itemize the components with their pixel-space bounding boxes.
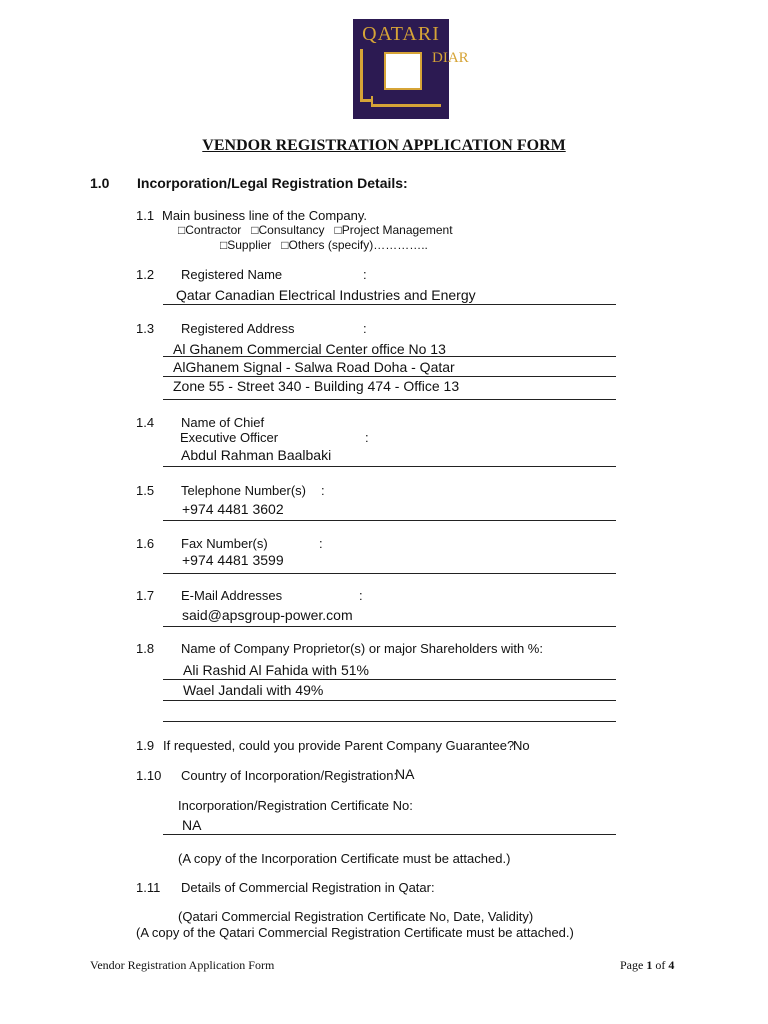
ceo-label-line2: Executive Officer (180, 430, 279, 445)
form-title: VENDOR REGISTRATION APPLICATION FORM (202, 137, 566, 154)
certificate-note: (A copy of the Incorporation Certificate must be attached.) (178, 851, 511, 866)
answer-line (163, 834, 616, 835)
colon: : (319, 536, 323, 551)
registered-name-label: Registered Name (181, 267, 283, 282)
colon: : (321, 483, 325, 498)
page-total: 4 (668, 958, 675, 972)
logo-brand-text: QATARI (362, 23, 440, 45)
item-1-4-number: 1.4 (136, 415, 155, 430)
section-title: Incorporation/Legal Registration Details: (137, 175, 408, 191)
qatari-diar-logo (353, 19, 469, 119)
item-1-8-number: 1.8 (136, 641, 155, 656)
page-number (620, 958, 674, 973)
item-1-3-number: 1.3 (136, 321, 155, 336)
answer-line (163, 573, 616, 574)
answer-line (163, 700, 616, 701)
shareholder-line-1[interactable]: Ali Rashid Al Fahida with 51% (183, 662, 369, 678)
registered-address-label: Registered Address (181, 321, 295, 336)
email-value[interactable]: said@apsgroup-power.com (182, 607, 353, 623)
telephone-label: Telephone Number(s) (181, 483, 307, 498)
item-1-1-number: 1.1 (136, 208, 155, 223)
logo-side-text: DIAR (432, 50, 469, 66)
commercial-registration-note: (A copy of the Qatari Commercial Registration Certificate must be attached.) (136, 925, 574, 940)
certificate-no-label: Incorporation/Registration Certificate No: (178, 798, 413, 813)
fax-label: Fax Number(s) (181, 536, 268, 551)
colon: : (365, 430, 369, 445)
answer-line (163, 304, 616, 305)
answer-line (163, 626, 616, 627)
logo-square (384, 52, 422, 90)
answer-line (163, 679, 616, 680)
page-of: of (652, 958, 669, 972)
colon: : (363, 321, 367, 336)
address-line-3[interactable]: Zone 55 - Street 340 - Building 474 - Office 13 (173, 378, 460, 394)
business-line-options-row1[interactable]: □Contractor □Consultancy □Project Management (178, 223, 453, 237)
guarantee-value[interactable]: No (513, 738, 530, 753)
item-1-5-number: 1.5 (136, 483, 155, 498)
item-1-1-label: Main business line of the Company. (162, 208, 367, 223)
country-label: Country of Incorporation/Registration: (181, 768, 398, 783)
colon: : (359, 588, 363, 603)
fax-value[interactable]: +974 4481 3599 (182, 552, 284, 568)
colon: : (363, 267, 367, 282)
shareholders-label: Name of Company Proprietor(s) or major Shareholders with %: (181, 641, 543, 656)
address-line-1[interactable]: Al Ghanem Commercial Center office No 13 (173, 341, 446, 357)
answer-line (163, 356, 616, 357)
ceo-label-line1: Name of Chief (181, 415, 265, 430)
item-1-7-number: 1.7 (136, 588, 155, 603)
item-1-9-number: 1.9 (136, 738, 155, 753)
logo-arabic-glyph (360, 49, 373, 102)
email-label: E-Mail Addresses (181, 588, 283, 603)
commercial-registration-label: Details of Commercial Registration in Qatar: (181, 880, 435, 895)
answer-line (163, 520, 616, 521)
answer-line (163, 466, 616, 467)
item-1-2-number: 1.2 (136, 267, 155, 282)
answer-line (163, 399, 616, 400)
registered-name-value[interactable]: Qatar Canadian Electrical Industries and Energy (176, 287, 476, 303)
certificate-no-value[interactable]: NA (182, 817, 202, 833)
section-number: 1.0 (90, 175, 110, 191)
page-current: 1 (646, 958, 653, 972)
country-value[interactable]: NA (395, 766, 415, 782)
page-prefix: Page (620, 958, 647, 972)
shareholder-line-2[interactable]: Wael Jandali with 49% (183, 682, 324, 698)
business-line-options-row2[interactable]: □Supplier □Others (specify)………….. (220, 238, 428, 252)
answer-line-empty[interactable] (163, 721, 616, 722)
footer-title: Vendor Registration Application Form (90, 958, 275, 972)
logo-arabic-script (371, 96, 441, 107)
telephone-value[interactable]: +974 4481 3602 (182, 501, 284, 517)
item-1-11-number: 1.11 (136, 880, 161, 895)
answer-line (163, 376, 616, 377)
commercial-registration-sub: (Qatari Commercial Registration Certificate No, Date, Validity) (178, 909, 534, 924)
guarantee-label: If requested, could you provide Parent Company Guarantee? (163, 738, 515, 753)
item-1-10-number: 1.10 (136, 768, 162, 783)
address-line-2[interactable]: AlGhanem Signal - Salwa Road Doha - Qatar (173, 359, 455, 375)
ceo-name-value[interactable]: Abdul Rahman Baalbaki (181, 447, 332, 463)
item-1-6-number: 1.6 (136, 536, 155, 551)
